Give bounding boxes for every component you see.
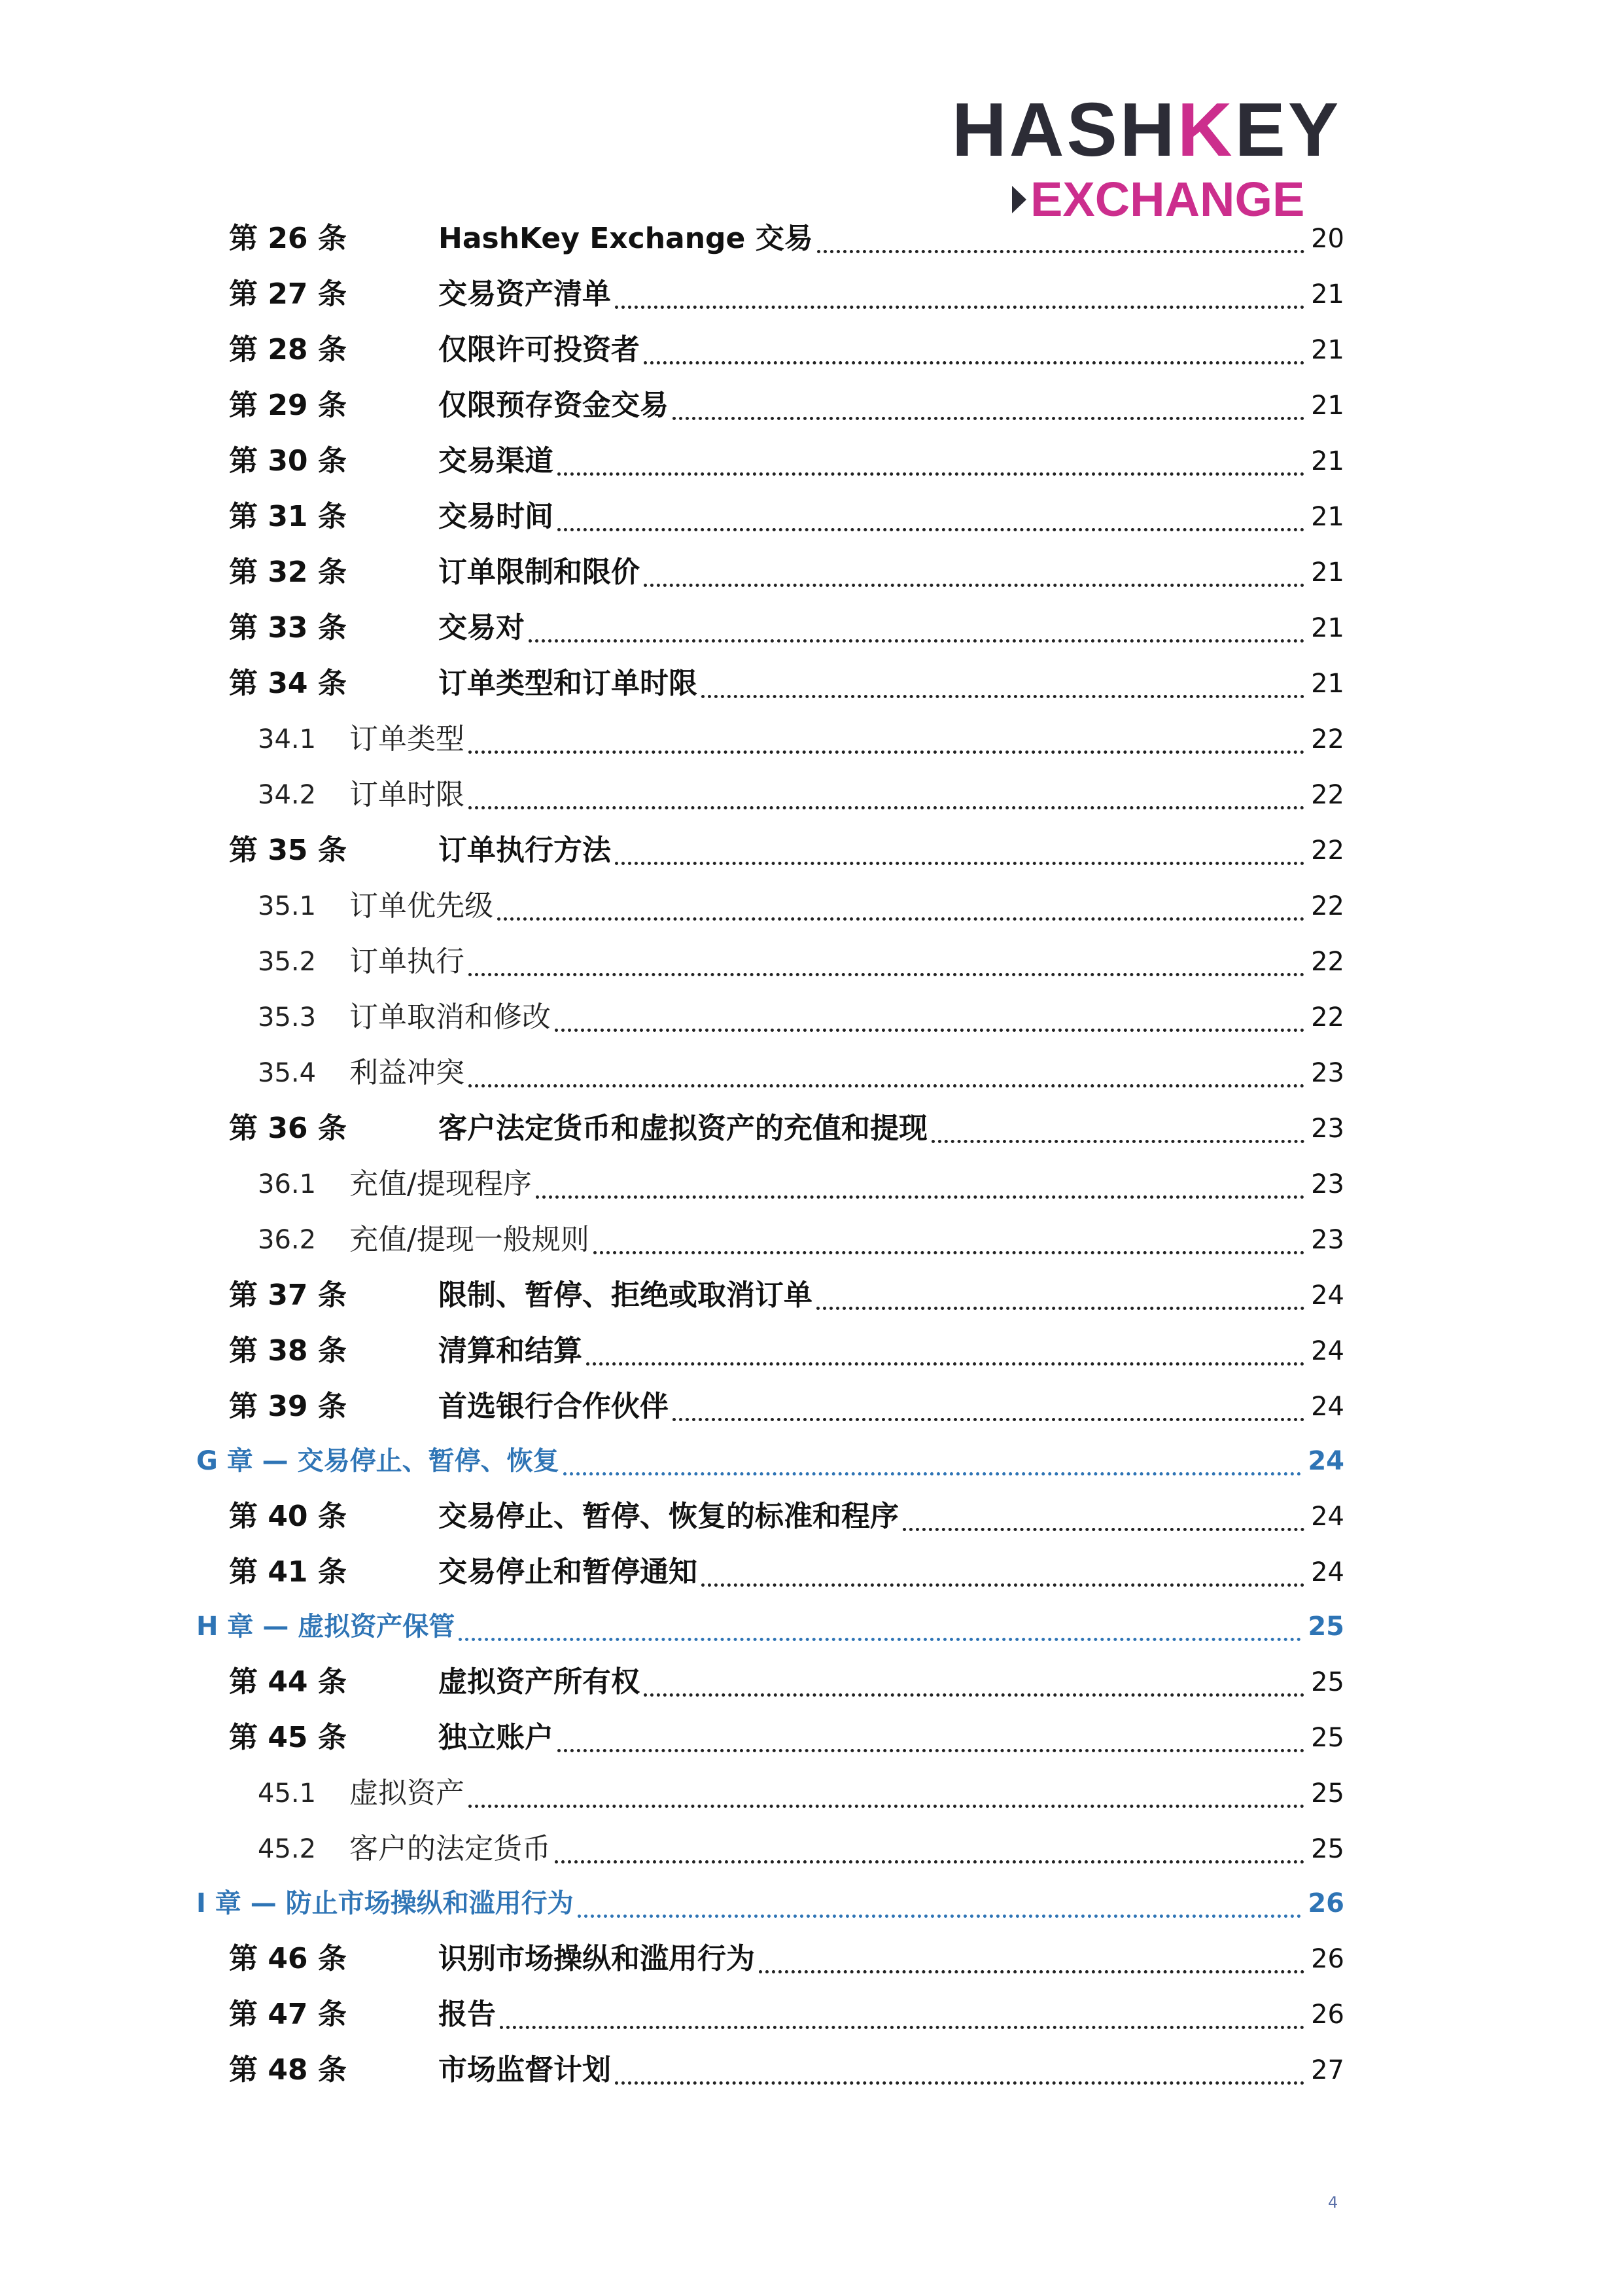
toc-dot-leader xyxy=(557,528,1304,531)
toc-dot-leader xyxy=(500,2026,1304,2029)
toc-entry-number: 第 27 条 xyxy=(229,277,347,311)
toc-article-entry[interactable] xyxy=(0,494,1623,540)
toc-entry-number: 第 47 条 xyxy=(229,1998,347,2031)
toc-article-entry[interactable] xyxy=(0,1936,1623,1982)
toc-dot-leader xyxy=(672,417,1304,420)
toc-entry-number: 45.2 xyxy=(258,1834,317,1864)
toc-entry-page: 26 xyxy=(1308,1888,1344,1918)
toc-entry-title: 利益冲突 xyxy=(349,1056,464,1089)
toc-entry-page: 24 xyxy=(1311,1280,1344,1311)
toc-entry-page: 21 xyxy=(1311,557,1344,588)
toc-entry-page: 23 xyxy=(1311,1169,1344,1199)
toc-dot-leader xyxy=(615,2081,1304,2085)
toc-article-entry[interactable] xyxy=(0,1106,1623,1152)
toc-chapter-entry[interactable] xyxy=(0,1438,1623,1484)
toc-dot-leader xyxy=(615,862,1304,865)
toc-article-entry[interactable] xyxy=(0,1659,1623,1705)
toc-entry-number: 36.2 xyxy=(258,1225,317,1255)
toc-entry-title: 交易资产清单 xyxy=(438,277,611,311)
toc-entry-title: I 章 — 防止市场操纵和滥用行为 xyxy=(196,1888,574,1918)
toc-article-entry[interactable] xyxy=(0,1273,1623,1318)
toc-entry-number: 第 37 条 xyxy=(229,1279,347,1312)
toc-article-entry[interactable] xyxy=(0,438,1623,484)
toc-entry-page: 22 xyxy=(1311,724,1344,754)
toc-entry-page: 22 xyxy=(1311,947,1344,977)
toc-entry-number: 第 30 条 xyxy=(229,444,347,478)
toc-dot-leader xyxy=(555,1860,1304,1863)
toc-entry-title: 充值/提现一般规则 xyxy=(349,1223,589,1256)
toc-entry-number: 第 34 条 xyxy=(229,667,347,700)
toc-entry-number: 第 35 条 xyxy=(229,834,347,867)
toc-article-entry[interactable] xyxy=(0,383,1623,429)
toc-entry-title: 识别市场操纵和滥用行为 xyxy=(438,1942,755,1975)
toc-entry-page: 26 xyxy=(1311,2000,1344,2030)
toc-entry-title: 订单取消和修改 xyxy=(349,1000,551,1034)
toc-article-entry[interactable] xyxy=(0,272,1623,317)
toc-entry-title: H 章 — 虚拟资产保管 xyxy=(196,1612,455,1642)
toc-article-entry[interactable] xyxy=(0,1549,1623,1595)
toc-article-entry[interactable] xyxy=(0,327,1623,373)
toc-subsection-entry[interactable] xyxy=(0,1161,1623,1207)
toc-dot-leader xyxy=(593,1251,1304,1254)
toc-entry-number: 第 45 条 xyxy=(229,1721,347,1754)
toc-entry-number: 第 44 条 xyxy=(229,1665,347,1699)
toc-entry-title: 首选银行合作伙伴 xyxy=(438,1390,669,1423)
toc-entry-page: 22 xyxy=(1311,780,1344,810)
toc-subsection-entry[interactable] xyxy=(0,716,1623,762)
page-number: 4 xyxy=(1328,2193,1338,2212)
toc-entry-page: 25 xyxy=(1311,1723,1344,1753)
toc-dot-leader xyxy=(563,1472,1301,1475)
toc-entry-page: 25 xyxy=(1311,1834,1344,1864)
toc-entry-number: 34.1 xyxy=(258,724,317,754)
toc-entry-title: 交易渠道 xyxy=(438,444,553,478)
toc-entry-page: 25 xyxy=(1308,1612,1344,1642)
toc-dot-leader xyxy=(644,1693,1304,1697)
toc-entry-page: 20 xyxy=(1311,224,1344,254)
toc-entry-title: 独立账户 xyxy=(438,1721,553,1754)
toc-chapter-entry[interactable] xyxy=(0,1881,1623,1926)
logo-wordmark: HASHKEY xyxy=(952,87,1342,172)
toc-article-entry[interactable] xyxy=(0,1328,1623,1374)
toc-entry-page: 24 xyxy=(1311,1336,1344,1366)
toc-dot-leader xyxy=(536,1195,1304,1199)
toc-entry-title: 交易停止和暂停通知 xyxy=(438,1555,697,1589)
toc-entry-page: 21 xyxy=(1311,502,1344,532)
toc-entry-title: 限制、暂停、拒绝或取消订单 xyxy=(438,1279,812,1312)
toc-entry-number: 第 29 条 xyxy=(229,389,347,422)
toc-dot-leader xyxy=(903,1528,1304,1531)
toc-dot-leader xyxy=(759,1970,1304,1973)
toc-dot-leader xyxy=(557,472,1304,476)
toc-entry-page: 21 xyxy=(1311,613,1344,643)
toc-entry-title: 仅限许可投资者 xyxy=(438,333,640,366)
toc-dot-leader xyxy=(816,1307,1304,1310)
toc-subsection-entry[interactable] xyxy=(0,1217,1623,1263)
logo-arrow-icon xyxy=(1012,186,1026,213)
toc-entry-title: G 章 — 交易停止、暂停、恢复 xyxy=(196,1446,559,1476)
toc-article-entry[interactable] xyxy=(0,216,1623,262)
toc-article-entry[interactable] xyxy=(0,828,1623,874)
toc-dot-leader xyxy=(468,1805,1304,1808)
toc-entry-number: 35.2 xyxy=(258,947,317,977)
toc-entry-number: 45.1 xyxy=(258,1778,317,1809)
toc-entry-page: 22 xyxy=(1311,891,1344,921)
toc-dot-leader xyxy=(578,1915,1301,1918)
toc-entry-title: 交易停止、暂停、恢复的标准和程序 xyxy=(438,1500,899,1533)
toc-entry-number: 第 41 条 xyxy=(229,1555,347,1589)
toc-dot-leader xyxy=(557,1749,1304,1752)
toc-entry-page: 27 xyxy=(1311,2055,1344,2085)
toc-entry-title: 订单类型和订单时限 xyxy=(438,667,697,700)
toc-entry-number: 第 38 条 xyxy=(229,1334,347,1368)
toc-entry-number: 第 36 条 xyxy=(229,1112,347,1145)
toc-entry-title: 订单时限 xyxy=(349,778,464,811)
toc-entry-title: 客户的法定货币 xyxy=(349,1832,551,1865)
toc-dot-leader xyxy=(468,806,1304,809)
toc-article-entry[interactable] xyxy=(0,1384,1623,1430)
toc-entry-number: 第 48 条 xyxy=(229,2053,347,2087)
toc-entry-page: 24 xyxy=(1311,1502,1344,1532)
toc-entry-page: 21 xyxy=(1311,446,1344,476)
toc-entry-number: 34.2 xyxy=(258,780,317,810)
toc-entry-title: 清算和结算 xyxy=(438,1334,582,1368)
toc-dot-leader xyxy=(586,1362,1304,1366)
toc-dot-leader xyxy=(555,1029,1304,1032)
toc-subsection-entry[interactable] xyxy=(0,1771,1623,1816)
toc-article-entry[interactable] xyxy=(0,1715,1623,1761)
toc-entry-title: 充值/提现程序 xyxy=(349,1167,532,1201)
toc-dot-leader xyxy=(468,973,1304,976)
toc-dot-leader xyxy=(615,306,1304,309)
toc-entry-title: 订单优先级 xyxy=(349,889,493,923)
toc-entry-page: 21 xyxy=(1311,391,1344,421)
toc-dot-leader xyxy=(817,250,1304,253)
toc-dot-leader xyxy=(701,695,1304,698)
toc-entry-number: 第 33 条 xyxy=(229,611,347,645)
toc-entry-title: 虚拟资产 xyxy=(349,1776,464,1810)
toc-entry-number: 第 40 条 xyxy=(229,1500,347,1533)
toc-entry-title: 订单类型 xyxy=(349,722,464,756)
toc-dot-leader xyxy=(644,361,1304,364)
toc-article-entry[interactable] xyxy=(0,550,1623,595)
toc-entry-page: 22 xyxy=(1311,836,1344,866)
toc-entry-number: 第 28 条 xyxy=(229,333,347,366)
toc-entry-title: HashKey Exchange 交易 xyxy=(438,222,813,255)
toc-entry-number: 第 31 条 xyxy=(229,500,347,533)
toc-entry-number: 第 26 条 xyxy=(229,222,347,255)
toc-dot-leader xyxy=(644,584,1304,587)
toc-entry-number: 35.1 xyxy=(258,891,317,921)
toc-entry-page: 21 xyxy=(1311,335,1344,365)
toc-entry-page: 23 xyxy=(1311,1114,1344,1144)
toc-entry-number: 第 46 条 xyxy=(229,1942,347,1975)
toc-entry-page: 25 xyxy=(1311,1778,1344,1809)
toc-subsection-entry[interactable] xyxy=(0,1050,1623,1096)
toc-chapter-entry[interactable] xyxy=(0,1604,1623,1650)
toc-entry-page: 23 xyxy=(1311,1058,1344,1088)
toc-entry-number: 第 39 条 xyxy=(229,1390,347,1423)
hashkey-exchange-logo xyxy=(952,87,1344,226)
toc-entry-page: 21 xyxy=(1311,279,1344,309)
toc-subsection-entry[interactable] xyxy=(0,883,1623,929)
toc-dot-leader xyxy=(459,1638,1301,1641)
toc-entry-number: 第 32 条 xyxy=(229,556,347,589)
toc-entry-number: 35.3 xyxy=(258,1002,317,1033)
toc-dot-leader xyxy=(497,917,1304,921)
toc-entry-title: 订单执行 xyxy=(349,945,464,978)
toc-entry-page: 26 xyxy=(1311,1944,1344,1974)
toc-dot-leader xyxy=(468,751,1304,754)
toc-dot-leader xyxy=(701,1583,1304,1587)
toc-entry-number: 35.4 xyxy=(258,1058,317,1088)
toc-entry-page: 24 xyxy=(1311,1557,1344,1587)
toc-entry-page: 25 xyxy=(1311,1667,1344,1697)
toc-entry-page: 22 xyxy=(1311,1002,1344,1033)
toc-entry-title: 仅限预存资金交易 xyxy=(438,389,669,422)
toc-entry-number: 36.1 xyxy=(258,1169,317,1199)
toc-entry-title: 市场监督计划 xyxy=(438,2053,611,2087)
toc-article-entry[interactable] xyxy=(0,1494,1623,1540)
toc-entry-title: 交易时间 xyxy=(438,500,553,533)
toc-entry-page: 23 xyxy=(1311,1225,1344,1255)
toc-entry-title: 报告 xyxy=(438,1998,496,2031)
toc-entry-title: 交易对 xyxy=(438,611,525,645)
toc-entry-page: 24 xyxy=(1311,1392,1344,1422)
logo-subtitle: EXCHANGE xyxy=(1030,172,1305,226)
toc-entry-page: 24 xyxy=(1308,1446,1344,1476)
toc-entry-title: 客户法定货币和虚拟资产的充值和提现 xyxy=(438,1112,928,1145)
toc-subsection-entry[interactable] xyxy=(0,772,1623,818)
toc-dot-leader xyxy=(672,1418,1304,1421)
toc-article-entry[interactable] xyxy=(0,2047,1623,2093)
toc-entry-title: 订单执行方法 xyxy=(438,834,611,867)
toc-entry-title: 订单限制和限价 xyxy=(438,556,640,589)
toc-subsection-entry[interactable] xyxy=(0,995,1623,1040)
toc-entry-page: 21 xyxy=(1311,669,1344,699)
toc-article-entry[interactable] xyxy=(0,1992,1623,2038)
toc-dot-leader xyxy=(932,1140,1304,1143)
toc-subsection-entry[interactable] xyxy=(0,1826,1623,1872)
toc-subsection-entry[interactable] xyxy=(0,939,1623,985)
toc-article-entry[interactable] xyxy=(0,605,1623,651)
toc-dot-leader xyxy=(529,639,1304,643)
toc-dot-leader xyxy=(468,1084,1304,1087)
toc-entry-title: 虚拟资产所有权 xyxy=(438,1665,640,1699)
toc-article-entry[interactable] xyxy=(0,661,1623,707)
